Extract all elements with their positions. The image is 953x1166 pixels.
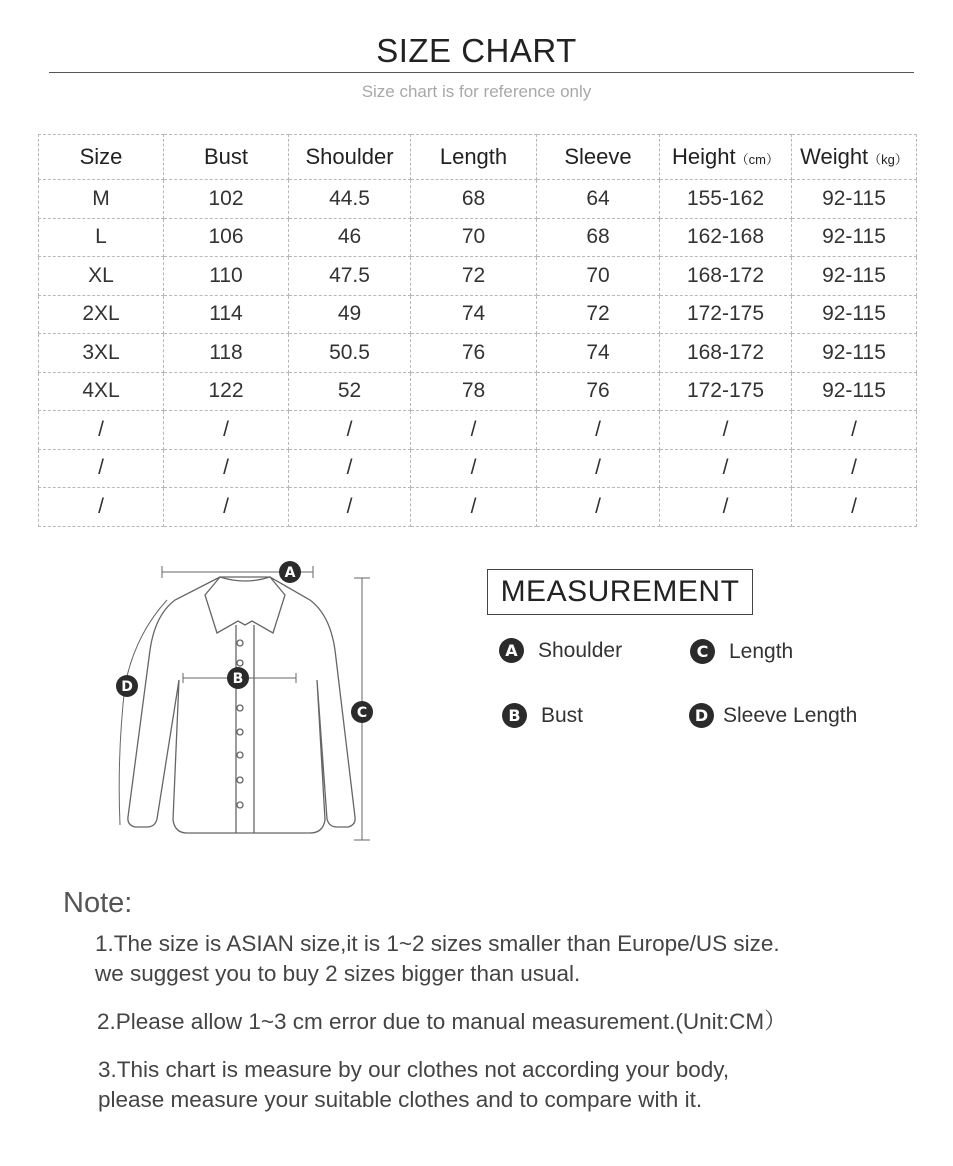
size-table-header: [39, 135, 917, 180]
table-cell: 46: [289, 218, 411, 257]
column-header-label: Weight: [800, 144, 869, 169]
table-row: [39, 488, 917, 527]
table-cell: 122: [164, 372, 289, 411]
column-header: [411, 135, 537, 180]
table-cell: 102: [164, 180, 289, 219]
table-cell: 68: [537, 218, 660, 257]
size-table-body: [39, 180, 917, 527]
table-cell: 92-115: [792, 218, 917, 257]
page-subtitle: Size chart is for reference only: [361, 82, 592, 101]
badge-a-icon: A: [499, 638, 524, 663]
table-cell: 92-115: [792, 334, 917, 373]
diagram-marker-c: [351, 701, 373, 723]
table-cell: 2XL: [39, 295, 164, 334]
table-cell: 44.5: [289, 180, 411, 219]
note-1-line-1: 1.The size is ASIAN size,it is 1~2 sizes smaller than Europe/US size.: [95, 931, 780, 956]
legend-shoulder: [499, 638, 622, 663]
table-row: [39, 334, 917, 373]
table-cell: /: [39, 488, 164, 527]
title-divider: [49, 72, 914, 73]
page-title: SIZE CHART: [376, 32, 577, 69]
table-cell: /: [164, 449, 289, 488]
table-cell: 3XL: [39, 334, 164, 373]
table-row: [39, 180, 917, 219]
legend-sleeve-length: [689, 703, 857, 728]
table-cell: 168-172: [660, 334, 792, 373]
note-3-line-2: please measure your suitable clothes and to compare with it.: [98, 1087, 703, 1112]
table-cell: 76: [537, 372, 660, 411]
table-cell: L: [39, 218, 164, 257]
badge-c-icon: C: [690, 639, 715, 664]
measurement-lines: [119, 566, 370, 840]
table-cell: /: [660, 411, 792, 450]
table-cell: 110: [164, 257, 289, 296]
table-cell: 4XL: [39, 372, 164, 411]
table-cell: 106: [164, 218, 289, 257]
column-header: [537, 135, 660, 180]
table-cell: /: [537, 488, 660, 527]
column-header: [289, 135, 411, 180]
column-header-unit: （kg）: [868, 152, 908, 167]
table-cell: /: [164, 488, 289, 527]
table-cell: XL: [39, 257, 164, 296]
table-cell: /: [39, 449, 164, 488]
table-cell: 68: [411, 180, 537, 219]
column-header-label: Size: [79, 144, 123, 169]
legend-length-label: Length: [729, 639, 794, 663]
table-cell: 118: [164, 334, 289, 373]
table-cell: 162-168: [660, 218, 792, 257]
legend-bust-label: Bust: [541, 703, 584, 727]
column-header-label: Height: [672, 144, 736, 169]
table-cell: 92-115: [792, 372, 917, 411]
table-cell: 50.5: [289, 334, 411, 373]
table-cell: 92-115: [792, 295, 917, 334]
shirt-outline: [128, 577, 355, 833]
table-cell: /: [411, 411, 537, 450]
table-cell: /: [411, 488, 537, 527]
column-header: [39, 135, 164, 180]
table-cell: 64: [537, 180, 660, 219]
table-cell: 172-175: [660, 372, 792, 411]
table-cell: 52: [289, 372, 411, 411]
table-cell: 47.5: [289, 257, 411, 296]
table-cell: /: [411, 449, 537, 488]
note-3-line-1: 3.This chart is measure by our clothes not according your body,: [98, 1057, 730, 1082]
table-cell: /: [792, 449, 917, 488]
note-heading: Note:: [63, 887, 133, 919]
table-cell: /: [289, 488, 411, 527]
table-cell: 92-115: [792, 257, 917, 296]
table-header-row: [39, 135, 917, 180]
table-cell: 92-115: [792, 180, 917, 219]
note-2: 2.Please allow 1~3 cm error due to manual measurement.(Unit:CM）: [97, 1009, 787, 1034]
table-cell: 70: [537, 257, 660, 296]
legend-shoulder-label: Shoulder: [538, 638, 623, 662]
table-row: [39, 218, 917, 257]
table-cell: /: [792, 411, 917, 450]
table-cell: /: [660, 449, 792, 488]
table-row: [39, 257, 917, 296]
note-1-line-2: we suggest you to buy 2 sizes bigger than usual.: [95, 961, 581, 986]
table-cell: /: [660, 488, 792, 527]
column-header-unit: （cm）: [735, 152, 779, 167]
column-header: [164, 135, 289, 180]
table-cell: M: [39, 180, 164, 219]
table-cell: 172-175: [660, 295, 792, 334]
table-cell: /: [289, 411, 411, 450]
shirt-diagram: [95, 555, 395, 855]
legend-length: [690, 639, 793, 664]
table-cell: 74: [537, 334, 660, 373]
svg-text:D: D: [121, 679, 133, 695]
table-cell: /: [39, 411, 164, 450]
diagram-marker-a: [279, 561, 301, 583]
column-header-label: Length: [439, 144, 508, 169]
table-cell: /: [289, 449, 411, 488]
table-cell: 72: [411, 257, 537, 296]
svg-text:A: A: [284, 565, 296, 581]
column-header-label: Shoulder: [305, 144, 394, 169]
diagram-marker-b: [227, 667, 249, 689]
table-row: [39, 372, 917, 411]
table-cell: 76: [411, 334, 537, 373]
legend-sleeve-length-label: Sleeve Length: [723, 703, 858, 727]
svg-text:C: C: [356, 705, 368, 721]
diagram-marker-d: [116, 675, 138, 697]
table-cell: /: [537, 449, 660, 488]
table-row: [39, 449, 917, 488]
table-cell: 74: [411, 295, 537, 334]
badge-b-icon: B: [502, 703, 527, 728]
table-cell: 168-172: [660, 257, 792, 296]
column-header-label: Bust: [203, 144, 249, 169]
table-cell: 72: [537, 295, 660, 334]
table-cell: 70: [411, 218, 537, 257]
column-header: [792, 135, 917, 180]
table-cell: /: [537, 411, 660, 450]
table-row: [39, 295, 917, 334]
size-table: [38, 134, 917, 527]
badge-d-icon: D: [689, 703, 714, 728]
table-cell: 114: [164, 295, 289, 334]
legend-bust: [502, 703, 583, 728]
table-cell: 78: [411, 372, 537, 411]
table-cell: 155-162: [660, 180, 792, 219]
table-cell: 49: [289, 295, 411, 334]
table-cell: /: [792, 488, 917, 527]
column-header: [660, 135, 792, 180]
svg-text:B: B: [232, 671, 244, 687]
column-header-label: Sleeve: [564, 144, 632, 169]
measurement-title: MEASUREMENT: [487, 569, 753, 615]
table-cell: /: [164, 411, 289, 450]
table-row: [39, 411, 917, 450]
